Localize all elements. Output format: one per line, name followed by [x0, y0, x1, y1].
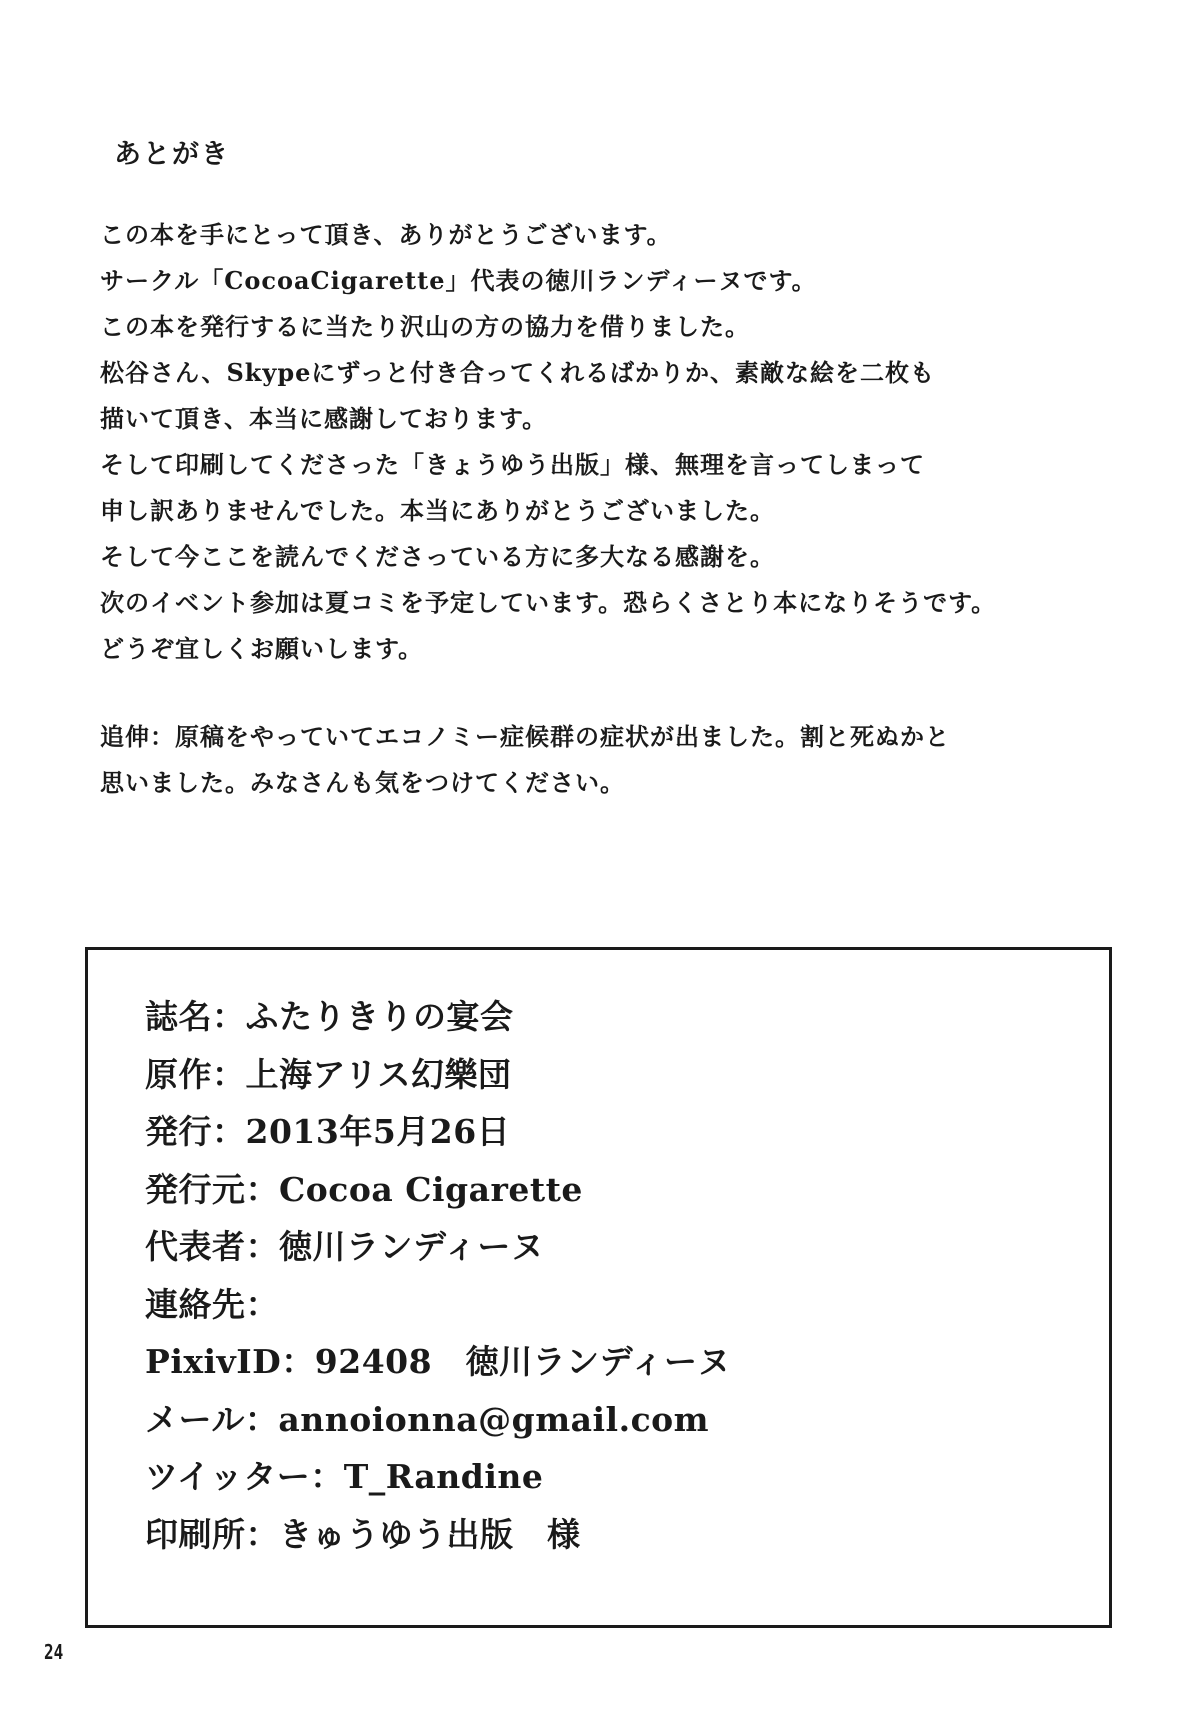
- colophon-publisher: 発行元：Cocoa Cigarette: [145, 1169, 583, 1209]
- afterword-title: あとがき: [114, 139, 230, 170]
- colophon-representative: 代表者：徳川ランディーヌ: [145, 1227, 545, 1266]
- afterword-line: サークル「CocoaCigarette」代表の徳川ランディーヌです。: [100, 266, 817, 295]
- afterword-line: 松谷さん、Skypeにずっと付き合ってくれるばかりか、素敵な絵を二枚も: [100, 358, 935, 387]
- postscript-line: 思いました。みなさんも気をつけてください。: [100, 768, 625, 797]
- colophon-twitter: ツイッター：T_Randine: [145, 1457, 544, 1496]
- colophon-pixiv-id: PixivID：92408 徳川ランディーヌ: [145, 1342, 731, 1381]
- afterword-line: この本を発行するに当たり沢山の方の協力を借りました。: [100, 312, 750, 341]
- postscript-line: 追伸：原稿をやっていてエコノミー症候群の症状が出ました。割と死ぬかと: [100, 722, 950, 751]
- afterword-line: 次のイベント参加は夏コミを予定しています。恐らくさとり本になりそうです。: [100, 588, 997, 617]
- afterword-line: この本を手にとって頂き、ありがとうございます。: [100, 220, 672, 249]
- colophon-original-work: 原作：上海アリス幻樂団: [145, 1054, 512, 1094]
- afterword-line: そして今ここを読んでくださっている方に多大なる感謝を。: [100, 542, 775, 571]
- page-number: 24: [44, 1640, 64, 1664]
- colophon-publish-date: 発行：2013年5月26日: [145, 1112, 511, 1151]
- afterword-line: そして印刷してくださった「きょうゆう出版」様、無理を言ってしまって: [100, 450, 925, 479]
- postscript: [100, 714, 1100, 806]
- colophon-title: 誌名：ふたりきりの宴会: [145, 997, 514, 1036]
- colophon-list: [145, 988, 731, 1563]
- afterword-line: 描いて頂き、本当に感謝しております。: [100, 404, 548, 433]
- afterword-body: [100, 212, 1100, 672]
- afterword-line: 申し訳ありませんでした。本当にありがとうございました。: [100, 496, 775, 525]
- colophon-contact-heading: 連絡先：: [145, 1284, 279, 1324]
- afterword-line: どうぞ宜しくお願いします。: [100, 634, 424, 663]
- afterword-section: [100, 138, 1100, 806]
- colophon-box: [85, 947, 1112, 1628]
- colophon-printer: 印刷所：きゅうゆう出版 様: [145, 1514, 581, 1554]
- colophon-email: メール：annoionna@gmail.com: [145, 1399, 710, 1439]
